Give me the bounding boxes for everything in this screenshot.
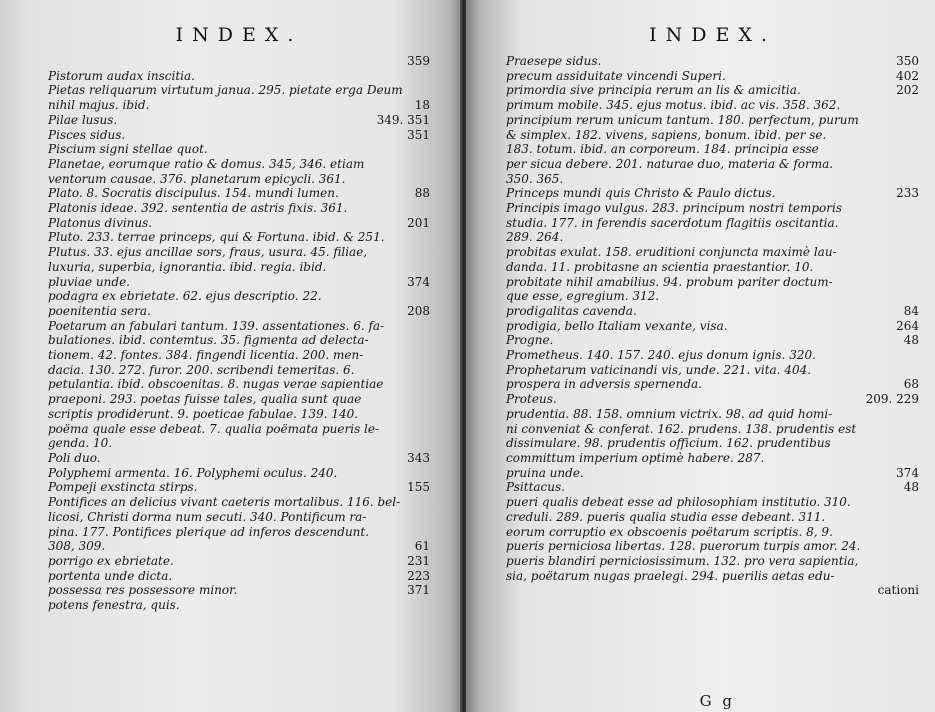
entry-text: praeponi. 293. poetas fuisse tales, qualia sunt quae <box>48 392 362 407</box>
index-entry <box>506 186 919 201</box>
index-entries <box>48 54 430 613</box>
entry-text: Pluto. 233. terrae princeps, qui & Fortuna. ibid. & 251. <box>48 230 385 245</box>
page-reference: 202 <box>896 83 919 98</box>
left-page <box>0 0 462 712</box>
index-entry <box>48 304 430 319</box>
index-entry <box>506 436 919 451</box>
entry-text: Prometheus. 140. 157. 240. ejus donum ignis. 320. <box>506 348 816 363</box>
index-entry <box>48 275 430 290</box>
entry-text: Pistorum audax inscitia. <box>48 68 195 83</box>
entry-text: per sicua debere. 201. naturae duo, materia & forma. <box>506 156 834 171</box>
entry-text: pueris blandiri perniciosissimum. 132. pro vera sapientia, <box>506 553 859 568</box>
entry-text: prudentia. 88. 158. omnium victrix. 98. ad quid homi- <box>506 406 833 421</box>
entry-text: creduli. 289. pueris qualia studia esse debeant. 311. <box>506 509 826 524</box>
index-entry <box>48 245 430 260</box>
entry-text: Praesepe sidus. <box>506 54 602 68</box>
index-entry <box>506 583 919 598</box>
index-entry <box>48 451 430 466</box>
entry-text: Poetarum an fabulari tantum. 139. assentationes. 6. fa- <box>48 318 385 333</box>
signature-mark: G g <box>699 692 735 710</box>
entry-text: pueri qualis debeat esse ad philosophiam institutio. 310. <box>506 495 851 510</box>
page-reference: 264 <box>896 318 919 333</box>
index-entry <box>506 554 919 569</box>
index-entry <box>506 319 919 334</box>
entry-text: Principis imago vulgus. 283. principum nostri temporis <box>506 201 843 216</box>
page-reference: 208 <box>407 303 430 318</box>
index-entry <box>48 216 430 231</box>
index-entry <box>48 142 430 157</box>
index-entry <box>506 245 919 260</box>
entry-text: Prophetarum vaticinandi vis, unde. 221. vita. 404. <box>506 362 812 377</box>
index-entry <box>506 510 919 525</box>
index-entry <box>506 230 919 245</box>
page-reference: 155 <box>407 480 430 495</box>
index-entry <box>506 407 919 422</box>
page-reference: 201 <box>407 215 430 230</box>
index-entry <box>506 83 919 98</box>
entry-text: Polyphemi armenta. 16. Polyphemi oculus. 240. <box>48 465 338 480</box>
index-entry <box>48 230 430 245</box>
entry-text: 308, 309. <box>48 539 106 554</box>
index-entry <box>48 466 430 481</box>
index-entry <box>48 422 430 437</box>
page-reference: 374 <box>896 465 919 480</box>
index-entry <box>506 201 919 216</box>
index-entry <box>48 128 430 143</box>
index-entry <box>48 569 430 584</box>
entry-text: ventorum causae. 376. planetarum epicycli. 361. <box>48 171 346 186</box>
index-entry <box>48 495 430 510</box>
page-reference: 48 <box>903 480 919 495</box>
index-entry <box>506 480 919 495</box>
entry-text: eorum corruptio ex obscoenis poëtarum scriptis. 8, 9. <box>506 524 833 539</box>
page-reference: 402 <box>896 68 919 83</box>
page-reference: 350 <box>896 54 919 68</box>
entry-text: podagra ex ebrietate. 62. ejus descriptio. 22. <box>48 289 322 304</box>
entry-text: nihil majus. ibid. <box>48 98 150 113</box>
index-entry <box>506 363 919 378</box>
entry-text: possessa res possessore minor. <box>48 583 238 598</box>
index-entry <box>506 422 919 437</box>
entry-text: porrigo ex ebrietate. <box>48 553 174 568</box>
index-entry <box>48 525 430 540</box>
index-entry <box>506 392 919 407</box>
page-reference: 48 <box>903 333 919 348</box>
index-entry <box>48 260 430 275</box>
index-entry <box>48 172 430 187</box>
entry-text: Planetae, eorumque ratio & domus. 345, 346. etiam <box>48 156 365 171</box>
page-reference: 351 <box>407 127 430 142</box>
entry-text: Proteus. <box>506 392 557 407</box>
entry-text: dissimulare. 98. prudentis officium. 162. prudentibus <box>506 436 831 451</box>
index-entry <box>48 83 430 98</box>
page-reference: 359 <box>407 54 430 68</box>
page-reference: 88 <box>414 186 430 201</box>
entry-text: dacia. 130. 272. furor. 200. scribendi temeritas. 6. <box>48 362 355 377</box>
index-entry <box>506 525 919 540</box>
entry-text: poëma quale esse debeat. 7. qualia poëmata pueris le- <box>48 421 380 436</box>
entry-text: genda. 10. <box>48 436 113 451</box>
page-reference: 84 <box>903 303 919 318</box>
entry-text: Princeps mundi quis Christo & Paulo dictus. <box>506 186 776 201</box>
index-entry <box>506 377 919 392</box>
index-entry <box>506 569 919 584</box>
index-entry <box>506 142 919 157</box>
page-reference: 231 <box>407 553 430 568</box>
entry-text: 350. 365. <box>506 171 564 186</box>
page-reference: 18 <box>414 98 430 113</box>
index-entry <box>48 392 430 407</box>
entry-text: primum mobile. 345. ejus motus. ibid. ac vis. 358. 362. <box>506 98 841 113</box>
index-entry <box>48 54 430 69</box>
page-reference: cationi <box>877 583 919 598</box>
right-page <box>466 0 935 712</box>
index-entry <box>506 333 919 348</box>
entry-text: que esse, egregium. 312. <box>506 289 660 304</box>
page-reference: 223 <box>407 568 430 583</box>
entry-text: prodigalitas cavenda. <box>506 303 637 318</box>
index-entry <box>48 157 430 172</box>
entry-text: 183. totum. ibid. an corporeum. 184. principia esse <box>506 142 819 157</box>
entry-text: sia, poëtarum nugas praelegi. 294. puerilis aetas edu- <box>506 568 835 583</box>
index-entry <box>506 69 919 84</box>
index-entry <box>48 510 430 525</box>
index-entry <box>48 598 430 613</box>
entry-text: Platonus divinus. <box>48 215 153 230</box>
entry-text: danda. 11. probitasne an scientia praestantior. 10. <box>506 259 814 274</box>
index-entry <box>506 157 919 172</box>
entry-text: potens fenestra, quis. <box>48 598 180 613</box>
entry-text: Pompeji exstincta stirps. <box>48 480 198 495</box>
entry-text: prospera in adversis spernenda. <box>506 377 702 392</box>
entry-text: committum imperium optimè habere. 287. <box>506 450 765 465</box>
index-entry <box>48 436 430 451</box>
entry-text: pluviae unde. <box>48 274 130 289</box>
index-entries <box>506 54 919 598</box>
index-entry <box>506 54 919 69</box>
page-reference: 209. 229 <box>865 392 919 407</box>
entry-text: probitate nihil amabilius. 94. probum pariter doctum- <box>506 274 833 289</box>
index-entry <box>48 363 430 378</box>
page-reference: 343 <box>407 450 430 465</box>
index-entry <box>48 113 430 128</box>
entry-text: studia. 177. in ferendis sacerdotum flagitiis oscitantia. <box>506 215 839 230</box>
index-entry <box>48 539 430 554</box>
page-heading: INDEX. <box>175 24 303 46</box>
entry-text: prodigia, bello Italiam vexante, visa. <box>506 318 728 333</box>
index-entry <box>506 128 919 143</box>
entry-text: pueris perniciosa libertas. 128. puerorum turpis amor. 24. <box>506 539 861 554</box>
index-entry <box>506 304 919 319</box>
entry-text: petulantia. ibid. obscoenitas. 8. nugas verae sapientiae <box>48 377 384 392</box>
entry-text: Piscium signi stellae quot. <box>48 142 208 157</box>
index-entry <box>48 377 430 392</box>
entry-text: Pietas reliquarum virtutum janua. 295. pietate erga Deum <box>48 83 403 98</box>
entry-text: Progne. <box>506 333 554 348</box>
index-entry <box>48 407 430 422</box>
entry-text: pina. 177. Pontifices plerique ad inferos descendunt. <box>48 524 370 539</box>
index-entry <box>506 495 919 510</box>
index-entry <box>506 289 919 304</box>
index-entry <box>48 69 430 84</box>
page-heading: INDEX. <box>649 24 776 46</box>
index-entry <box>48 289 430 304</box>
entry-text: luxuria, superbia, ignorantia. ibid. regia. ibid. <box>48 259 327 274</box>
page-reference: 68 <box>903 377 919 392</box>
index-entry <box>506 275 919 290</box>
index-entry <box>506 466 919 481</box>
entry-text: Poli duo. <box>48 450 101 465</box>
entry-text: scriptis prodiderunt. 9. poeticae fabulae. 139. 140. <box>48 406 359 421</box>
entry-text: primordia sive principia rerum an lis & amicitia. <box>506 83 801 98</box>
page-reference: 61 <box>414 539 430 554</box>
entry-text: 289. 264. <box>506 230 564 245</box>
index-entry <box>48 583 430 598</box>
entry-text: & simplex. 182. vivens, sapiens, bonum. ibid. per se. <box>506 127 827 142</box>
index-entry <box>48 201 430 216</box>
index-entry <box>48 186 430 201</box>
page-reference: 349. 351 <box>376 112 430 127</box>
entry-text: portenta unde dicta. <box>48 568 173 583</box>
index-entry <box>506 451 919 466</box>
entry-text: probitas exulat. 158. eruditioni conjuncta maximè lau- <box>506 245 837 260</box>
index-entry <box>48 98 430 113</box>
entry-text: Platonis ideae. 392. sententia de astris fixis. 361. <box>48 201 348 216</box>
entry-text: pruina unde. <box>506 465 584 480</box>
index-entry <box>506 539 919 554</box>
entry-text: Pontifices an delicius vivant caeteris mortalibus. 116. bel- <box>48 495 401 510</box>
entry-text: bulationes. ibid. contemtus. 35. figmenta ad delecta- <box>48 333 369 348</box>
index-entry <box>506 260 919 275</box>
index-entry <box>48 554 430 569</box>
entry-text: licosi, Christi dorma num secuti. 340. Pontificum ra- <box>48 509 367 524</box>
index-entry <box>48 348 430 363</box>
page-reference: 233 <box>896 186 919 201</box>
entry-text: Psittacus. <box>506 480 565 495</box>
index-entry <box>506 113 919 128</box>
entry-text: Pisces sidus. <box>48 127 126 142</box>
entry-text: tionem. 42. fontes. 384. fingendi licentia. 200. men- <box>48 348 364 363</box>
entry-text: precum assiduitate vincendi Superi. <box>506 68 726 83</box>
index-entry <box>506 98 919 113</box>
index-entry <box>48 480 430 495</box>
index-entry <box>48 319 430 334</box>
index-entry <box>506 172 919 187</box>
entry-text: Plato. 8. Socratis discipulus. 154. mundi lumen. <box>48 186 339 201</box>
entry-text: ni conveniat & conferat. 162. prudens. 138. prudentis est <box>506 421 857 436</box>
entry-text: Plutus. 33. ejus ancillae sors, fraus, usura. 45. filiae, <box>48 245 368 260</box>
page-reference: 374 <box>407 274 430 289</box>
entry-text: principium rerum unicum tantum. 180. perfectum, purum <box>506 112 859 127</box>
entry-text: poenitentia sera. <box>48 303 151 318</box>
index-entry <box>506 348 919 363</box>
page-reference: 371 <box>407 583 430 598</box>
index-entry <box>506 216 919 231</box>
entry-text: Pilae lusus. <box>48 112 118 127</box>
index-entry <box>48 333 430 348</box>
